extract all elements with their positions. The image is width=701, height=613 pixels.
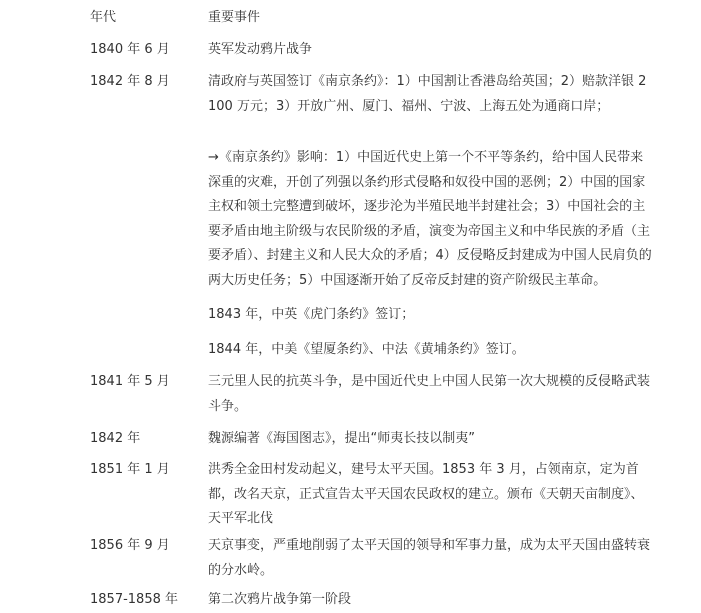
row-year: 1842 年 8 月 [90, 74, 170, 89]
row-year: 1841 年 5 月 [90, 374, 170, 389]
row-year: 1856 年 9 月 [90, 538, 170, 553]
row-event: 洪秀全金田村发动起义，建号太平天国。1853 年 3 月，占领南京，定为首都，改名天京，正式宣告太平天国农民政权的建立。颁布《天朝天亩制度》、天平军北伐 [208, 462, 644, 526]
row-year: 1840 年 6 月 [90, 42, 170, 57]
row-year: 1851 年 1 月 [90, 462, 170, 477]
row-event: 1843 年，中英《虎门条约》签订； [208, 307, 415, 322]
row-event: 天京事变，严重地削弱了太平天国的领导和军事力量，成为太平天国由盛转衰的分水岭。 [208, 538, 651, 578]
row-year: 1857-1858 年 [90, 592, 178, 607]
row-event: 英军发动鸦片战争 [208, 42, 313, 57]
event-column-header: 重要事件 [208, 10, 261, 25]
row-event: 三元里人民的抗英斗争，是中国近代史上中国人民第一次大规模的反侵略武装斗争。 [208, 374, 651, 414]
row-event-impact: →《南京条约》影响：1）中国近代史上第一个不平等条约，给中国人民带来深重的灾难，开创了列强以条约形式侵略和奴役中国的恶例；2）中国的国家主权和领土完整遭到破坏，逐步沦为半殖民地半封建社会；3）中国社会的主要矛盾由地主阶级与农民阶级的矛盾，演变为帝国主义和中华民族的矛盾（主要矛盾）、封建主义和人民大众的矛盾；4）反侵略反封建成为中国人民肩负的两大历史任务；5）中国逐渐开始了反帝反封建的资产阶级民主革命。 [208, 150, 652, 288]
row-event: 魏源编著《海国图志》，提出“师夷长技以制夷” [208, 431, 475, 446]
row-year: 1842 年 [90, 431, 141, 446]
year-column-header: 年代 [90, 10, 117, 25]
row-event: 1844 年，中美《望厦条约》、中法《黄埔条约》签订。 [208, 342, 525, 357]
row-event: 第二次鸦片战争第一阶段 [208, 592, 352, 607]
row-event: 清政府与英国签订《南京条约》：1）中国割让香港岛给英国；2）赔款洋银 2100 万元；3）开放广州、厦门、福州、宁波、上海五处为通商口岸； [208, 74, 647, 114]
